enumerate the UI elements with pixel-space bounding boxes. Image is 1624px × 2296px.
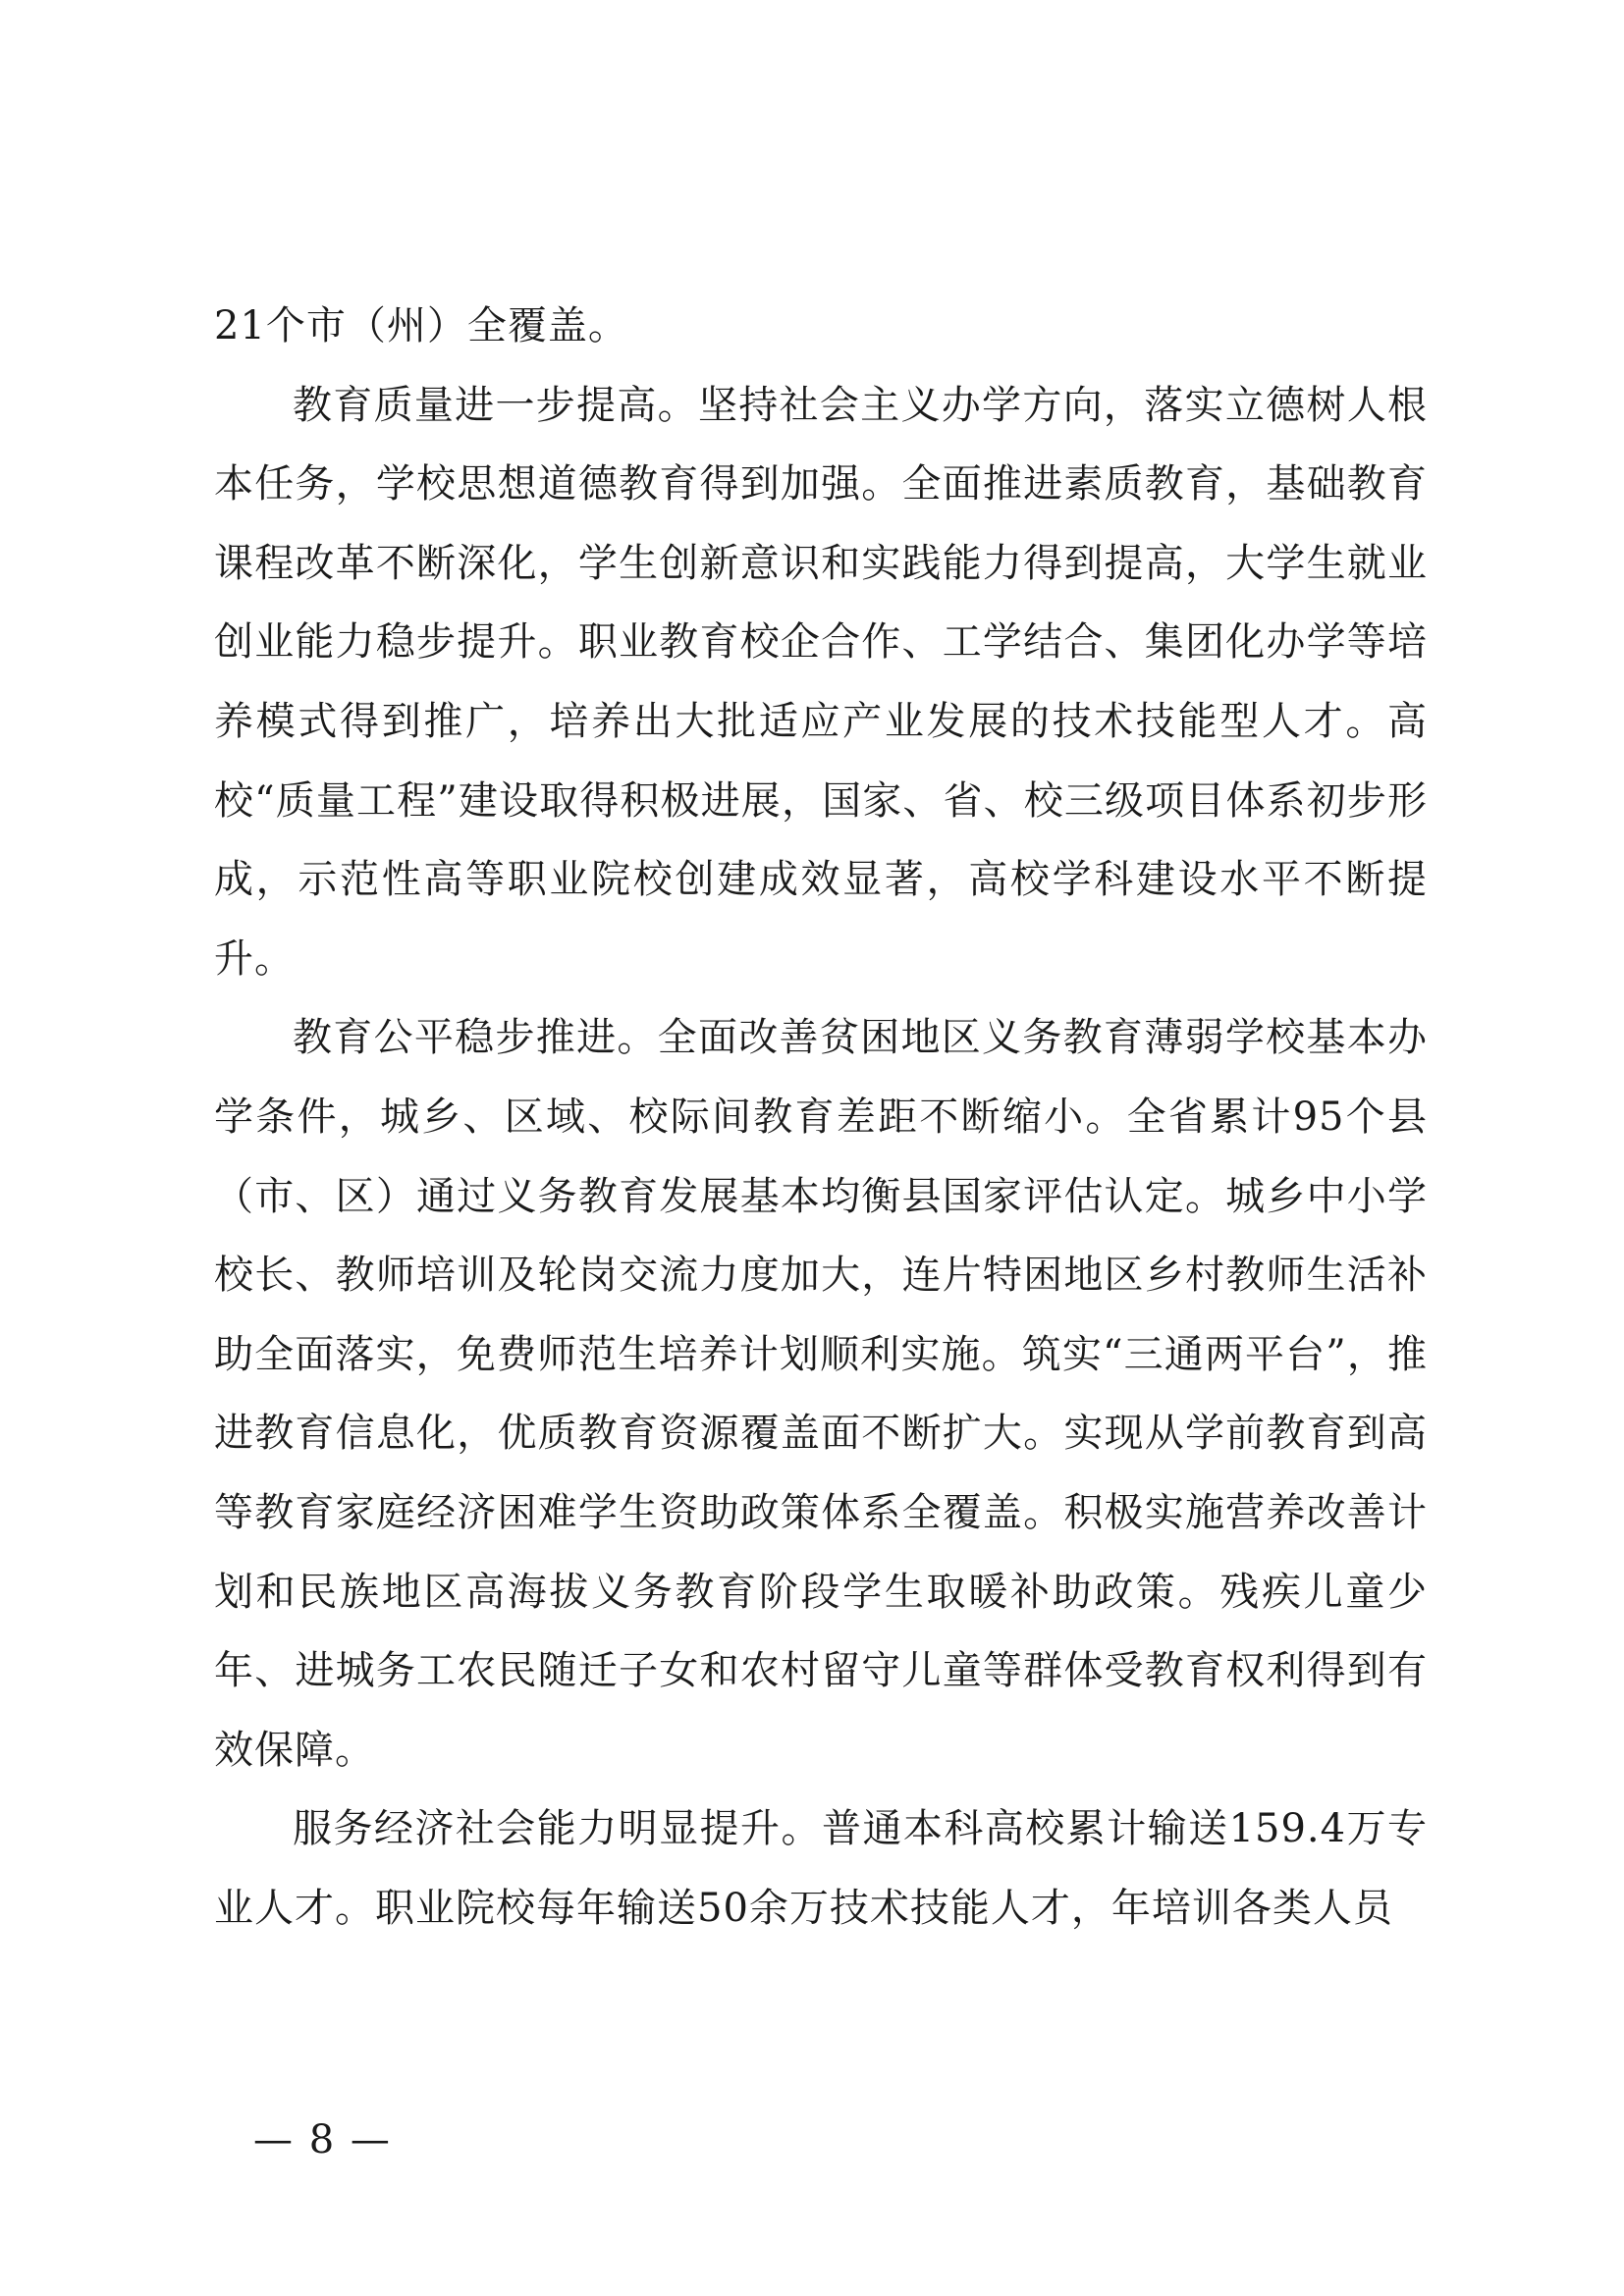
paragraph-lead: 服务经济社会能力明显提升。 <box>293 1806 822 1852</box>
paragraph-education-quality <box>214 366 1428 999</box>
paragraph-body: 普通本科高校累计输送159.4万专业人才。职业院校每年输送50余万技术技能人才，年培训各类人员 <box>214 1806 1429 1931</box>
paragraph-body: 坚持社会主义办学方向，落实立德树人根本任务，学校思想道德教育得到加强。全面推进素质教育，基础教育课程改革不断深化，学生创新意识和实践能力得到提高，大学生就业创业能力稳步提升。职业教育校企合作、工学结合、集团化办学等培养模式得到推广，培养出大批适应产业发展的技术技能型人才。高校“质量工程”建设取得积极进展，国家、省、校三级项目体系初步形成，示范性高等职业院校创建成效显著，高校学科建设水平不断提升。 <box>214 382 1429 982</box>
paragraph-socioeconomic-service <box>214 1789 1428 1948</box>
paragraph-education-equity <box>214 998 1428 1789</box>
paragraph-body: 全面改善贫困地区义务教育薄弱学校基本办学条件，城乡、区域、校际间教育差距不断缩小。全省累计95个县（市、区）通过义务教育发展基本均衡县国家评估认定。城乡中小学校长、教师培训及轮岗交流力度加大，连片特困地区乡村教师生活补助全面落实，免费师范生培养计划顺利实施。筑实“三通两平台”，推进教育信息化，优质教育资源覆盖面不断扩大。实现从学前教育到高等教育家庭经济困难学生资助政策体系全覆盖。积极实施营养改善计划和民族地区高海拔义务教育阶段学生取暖补助政策。残疾儿童少年、进城务工农民随迁子女和农村留守儿童等群体受教育权利得到有效保障。 <box>214 1015 1429 1773</box>
paragraph-continuation <box>214 287 1428 366</box>
page-number: — 8 — <box>253 2117 392 2163</box>
body-text <box>214 287 1428 1948</box>
paragraph-lead: 教育质量进一步提高。 <box>293 382 698 428</box>
paragraph-body: 21个市（州）全覆盖。 <box>214 303 628 348</box>
paragraph-lead: 教育公平稳步推进。 <box>293 1015 658 1061</box>
